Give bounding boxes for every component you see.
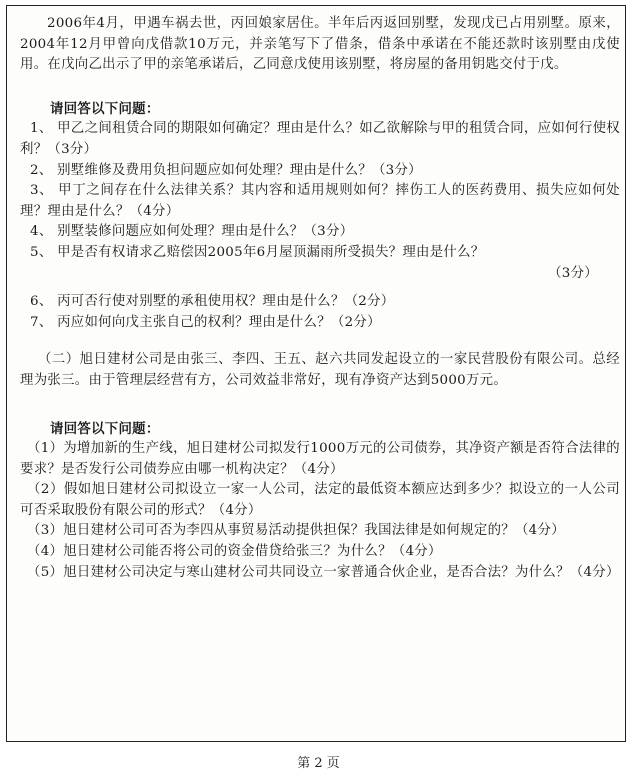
question-2: 2、 别墅维修及费用负担问题应如何处理？理由是什么？（3分） [30,162,422,178]
question-5: 5、 甲是否有权请求乙赔偿因2005年6月屋顶漏雨所受损失？理由是什么？ [30,244,485,260]
part2-heading: 请回答以下问题： [50,420,160,437]
sub-question-1: （1）为增加新的生产线，旭日建材公司拟发行1000万元的公司债券，其净资产额是否符合法律的要求？是否发行公司债券应由哪一机构决定？（4分） [20,441,620,477]
page-frame [6,5,626,742]
case-two-paragraph: （二）旭日建材公司是由张三、李四、王五、赵六共同发起设立的一家民营股份有限公司。总经理为张三。由于管理层经营有方，公司效益非常好，现有净资产达到5000万元。 [20,352,620,388]
sub-question-3: （3）旭日建材公司可否为李四从事贸易活动提供担保？我国法律是如何规定的？（4分） [27,523,565,539]
exam-content [20,14,620,583]
question-5-score: （3分） [548,265,598,281]
case-intro-paragraph: 2006年4月，甲遇车祸去世，丙回娘家居住。半年后丙返回别墅，发现戊已占用别墅。原来，2004年12月甲曾向戊借款10万元，并亲笔写下了借条，借条中承诺在不能还款时该别墅由戊使用。在戊向乙出示了甲的亲笔承诺后，乙同意戊使用该别墅，将房屋的备用钥匙交付于戊。 [20,16,620,73]
question-1: 1、 甲乙之间租赁合同的期限如何确定？理由是什么？如乙欲解除与甲的租赁合同，应如何行使权利？（3分） [20,121,620,157]
sub-question-4: （4）旭日建材公司能否将公司的资金借贷给张三？为什么？（4分） [27,544,442,560]
part1-heading: 请回答以下问题： [50,100,160,117]
question-4: 4、 别墅装修问题应如何处理？理由是什么？（3分） [30,224,354,240]
question-7: 7、 丙应如何向戊主张自己的权利？理由是什么？（2分） [30,314,381,330]
page-number: 第 2 页 [297,756,340,771]
question-3: 3、 甲丁之间存在什么法律关系？其内容和适用规则如何？摔伤工人的医药费用、损失应如何处理？理由是什么？（4分） [20,183,620,219]
sub-question-2: （2）假如旭日建材公司拟设立一家一人公司，法定的最低资本额应达到多少？拟设立的一人公司可否采取股份有限公司的形式？（4分） [20,482,620,518]
sub-question-5: （5）旭日建材公司决定与寒山建材公司共同设立一家普通合伙企业，是否合法？为什么？（4分） [27,564,620,580]
question-6: 6、 丙可否行使对别墅的承租使用权？理由是什么？（2分） [30,294,395,310]
